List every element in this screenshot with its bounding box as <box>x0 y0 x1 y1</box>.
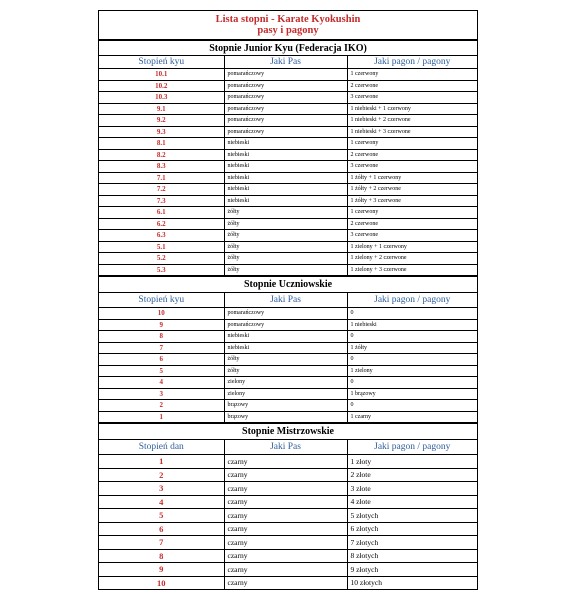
table-row <box>99 184 477 196</box>
column-header: Stopień kyu <box>99 293 224 308</box>
rank-list-sheet <box>98 10 478 590</box>
belt-cell: czarny <box>224 468 347 482</box>
table-master-dan <box>99 423 477 589</box>
table-row <box>99 149 477 161</box>
stripe-cell: 2 czerwone <box>347 218 477 230</box>
column-header: Jaki pagon / pagony <box>347 56 477 69</box>
belt-cell: niebieski <box>224 195 347 207</box>
table-row <box>99 377 477 389</box>
belt-cell: żółty <box>224 354 347 366</box>
belt-cell: brązowy <box>224 411 347 423</box>
belt-cell: niebieski <box>224 149 347 161</box>
belt-cell: niebieski <box>224 161 347 173</box>
belt-cell: niebieski <box>224 184 347 196</box>
table-row <box>99 388 477 400</box>
stripe-cell: 8 złotych <box>347 549 477 563</box>
belt-cell: niebieski <box>224 138 347 150</box>
belt-cell: pomarańczowy <box>224 92 347 104</box>
belt-cell: pomarańczowy <box>224 115 347 127</box>
document-title <box>99 11 477 40</box>
stripe-cell: 1 złoty <box>347 455 477 469</box>
belt-cell: żółty <box>224 253 347 265</box>
column-header: Jaki Pas <box>224 293 347 308</box>
stripe-cell: 2 czerwone <box>347 149 477 161</box>
table-row <box>99 331 477 343</box>
rank-cell: 8.3 <box>99 161 224 173</box>
belt-cell: czarny <box>224 522 347 536</box>
table-row <box>99 563 477 577</box>
table-row <box>99 468 477 482</box>
stripe-cell: 1 żółty <box>347 342 477 354</box>
section-title: Stopnie Junior Kyu (Federacja IKO) <box>99 41 477 56</box>
column-header: Stopień dan <box>99 440 224 455</box>
table-junior-kyu <box>99 40 477 276</box>
rank-cell: 1 <box>99 455 224 469</box>
stripe-cell: 1 czerwony <box>347 207 477 219</box>
table-row <box>99 319 477 331</box>
rank-cell: 3 <box>99 482 224 496</box>
belt-cell: niebieski <box>224 342 347 354</box>
stripe-cell: 2 czerwone <box>347 80 477 92</box>
rank-cell: 9.1 <box>99 103 224 115</box>
stripe-cell: 1 niebieski + 2 czerwone <box>347 115 477 127</box>
belt-cell: czarny <box>224 509 347 523</box>
belt-cell: zielony <box>224 388 347 400</box>
table-row <box>99 400 477 412</box>
table-row <box>99 455 477 469</box>
table-row <box>99 172 477 184</box>
column-header: Jaki pagon / pagony <box>347 293 477 308</box>
table-row <box>99 207 477 219</box>
belt-cell: zielony <box>224 377 347 389</box>
stripe-cell: 3 czerwone <box>347 92 477 104</box>
belt-cell: pomarańczowy <box>224 319 347 331</box>
stripe-cell: 10 złotych <box>347 576 477 589</box>
table-row <box>99 354 477 366</box>
rank-cell: 1 <box>99 411 224 423</box>
rank-cell: 8.1 <box>99 138 224 150</box>
rank-cell: 7.1 <box>99 172 224 184</box>
table-row <box>99 482 477 496</box>
rank-cell: 6.2 <box>99 218 224 230</box>
belt-cell: pomarańczowy <box>224 126 347 138</box>
stripe-cell: 1 zielony + 3 czerwone <box>347 264 477 276</box>
table-row <box>99 411 477 423</box>
rank-cell: 5.2 <box>99 253 224 265</box>
stripe-cell: 1 czerwony <box>347 138 477 150</box>
table-row <box>99 92 477 104</box>
table-row <box>99 522 477 536</box>
rank-cell: 10 <box>99 308 224 320</box>
rank-cell: 9 <box>99 319 224 331</box>
rank-cell: 10.3 <box>99 92 224 104</box>
rank-cell: 7.2 <box>99 184 224 196</box>
stripe-cell: 1 czerwony <box>347 69 477 81</box>
table-row <box>99 126 477 138</box>
table-row <box>99 342 477 354</box>
stripe-cell: 4 złote <box>347 495 477 509</box>
rank-cell: 7 <box>99 536 224 550</box>
table-row <box>99 161 477 173</box>
belt-cell: żółty <box>224 218 347 230</box>
rank-cell: 10.1 <box>99 69 224 81</box>
rank-cell: 4 <box>99 495 224 509</box>
belt-cell: czarny <box>224 455 347 469</box>
rank-cell: 5 <box>99 365 224 377</box>
rank-cell: 8 <box>99 549 224 563</box>
stripe-cell: 3 złote <box>347 482 477 496</box>
belt-cell: niebieski <box>224 331 347 343</box>
stripe-cell: 3 czerwone <box>347 161 477 173</box>
table-row <box>99 69 477 81</box>
table-row <box>99 115 477 127</box>
table-row <box>99 495 477 509</box>
stripe-cell: 1 żółty + 1 czerwony <box>347 172 477 184</box>
belt-cell: brązowy <box>224 400 347 412</box>
stripe-cell: 1 zielony + 1 czerwony <box>347 241 477 253</box>
rank-cell: 5.3 <box>99 264 224 276</box>
stripe-cell: 2 złote <box>347 468 477 482</box>
stripe-cell: 1 niebieski <box>347 319 477 331</box>
column-header: Jaki pagon / pagony <box>347 440 477 455</box>
stripe-cell: 7 złotych <box>347 536 477 550</box>
rank-cell: 7.3 <box>99 195 224 207</box>
column-header: Jaki Pas <box>224 56 347 69</box>
belt-cell: niebieski <box>224 172 347 184</box>
stripe-cell: 0 <box>347 354 477 366</box>
stripe-cell: 1 żółty + 3 czerwone <box>347 195 477 207</box>
belt-cell: czarny <box>224 576 347 589</box>
rank-cell: 5.1 <box>99 241 224 253</box>
table-row <box>99 253 477 265</box>
stripe-cell: 6 złotych <box>347 522 477 536</box>
stripe-cell: 1 czarny <box>347 411 477 423</box>
title-line-2: pasy i pagony <box>257 25 319 36</box>
table-student-kyu <box>99 276 477 423</box>
stripe-cell: 0 <box>347 400 477 412</box>
column-header: Jaki Pas <box>224 440 347 455</box>
table-row <box>99 308 477 320</box>
table-row <box>99 365 477 377</box>
table-row <box>99 264 477 276</box>
belt-cell: czarny <box>224 549 347 563</box>
stripe-cell: 0 <box>347 331 477 343</box>
belt-cell: pomarańczowy <box>224 308 347 320</box>
stripe-cell: 1 brązowy <box>347 388 477 400</box>
stripe-cell: 1 niebieski + 3 czerwone <box>347 126 477 138</box>
table-row <box>99 103 477 115</box>
rank-cell: 5 <box>99 509 224 523</box>
belt-cell: żółty <box>224 241 347 253</box>
stripe-cell: 0 <box>347 377 477 389</box>
belt-cell: czarny <box>224 495 347 509</box>
rank-cell: 6 <box>99 522 224 536</box>
stripe-cell: 3 czerwone <box>347 230 477 242</box>
table-row <box>99 549 477 563</box>
rank-cell: 8.2 <box>99 149 224 161</box>
table-row <box>99 241 477 253</box>
belt-cell: czarny <box>224 482 347 496</box>
table-row <box>99 195 477 207</box>
stripe-cell: 1 zielony + 2 czerwone <box>347 253 477 265</box>
table-row <box>99 218 477 230</box>
belt-cell: pomarańczowy <box>224 80 347 92</box>
belt-cell: żółty <box>224 230 347 242</box>
rank-cell: 6 <box>99 354 224 366</box>
table-row <box>99 576 477 589</box>
rank-tables <box>99 40 477 589</box>
table-row <box>99 80 477 92</box>
rank-cell: 8 <box>99 331 224 343</box>
stripe-cell: 9 złotych <box>347 563 477 577</box>
rank-cell: 2 <box>99 400 224 412</box>
rank-cell: 10.2 <box>99 80 224 92</box>
stripe-cell: 0 <box>347 308 477 320</box>
rank-cell: 6.3 <box>99 230 224 242</box>
rank-cell: 7 <box>99 342 224 354</box>
rank-cell: 10 <box>99 576 224 589</box>
belt-cell: czarny <box>224 563 347 577</box>
table-row <box>99 536 477 550</box>
stripe-cell: 1 zielony <box>347 365 477 377</box>
belt-cell: żółty <box>224 207 347 219</box>
title-line-1: Lista stopni - Karate Kyokushin <box>215 14 361 25</box>
rank-cell: 9.3 <box>99 126 224 138</box>
stripe-cell: 1 żółty + 2 czerwone <box>347 184 477 196</box>
belt-cell: żółty <box>224 365 347 377</box>
column-header: Stopień kyu <box>99 56 224 69</box>
stripe-cell: 1 niebieski + 1 czerwony <box>347 103 477 115</box>
stripe-cell: 5 złotych <box>347 509 477 523</box>
belt-cell: żółty <box>224 264 347 276</box>
rank-cell: 4 <box>99 377 224 389</box>
rank-cell: 9.2 <box>99 115 224 127</box>
rank-cell: 9 <box>99 563 224 577</box>
table-row <box>99 138 477 150</box>
belt-cell: czarny <box>224 536 347 550</box>
table-row <box>99 230 477 242</box>
rank-cell: 2 <box>99 468 224 482</box>
rank-cell: 3 <box>99 388 224 400</box>
table-row <box>99 509 477 523</box>
belt-cell: pomarańczowy <box>224 69 347 81</box>
section-title: Stopnie Uczniowskie <box>99 277 477 293</box>
rank-cell: 6.1 <box>99 207 224 219</box>
belt-cell: pomarańczowy <box>224 103 347 115</box>
section-title: Stopnie Mistrzowskie <box>99 424 477 440</box>
